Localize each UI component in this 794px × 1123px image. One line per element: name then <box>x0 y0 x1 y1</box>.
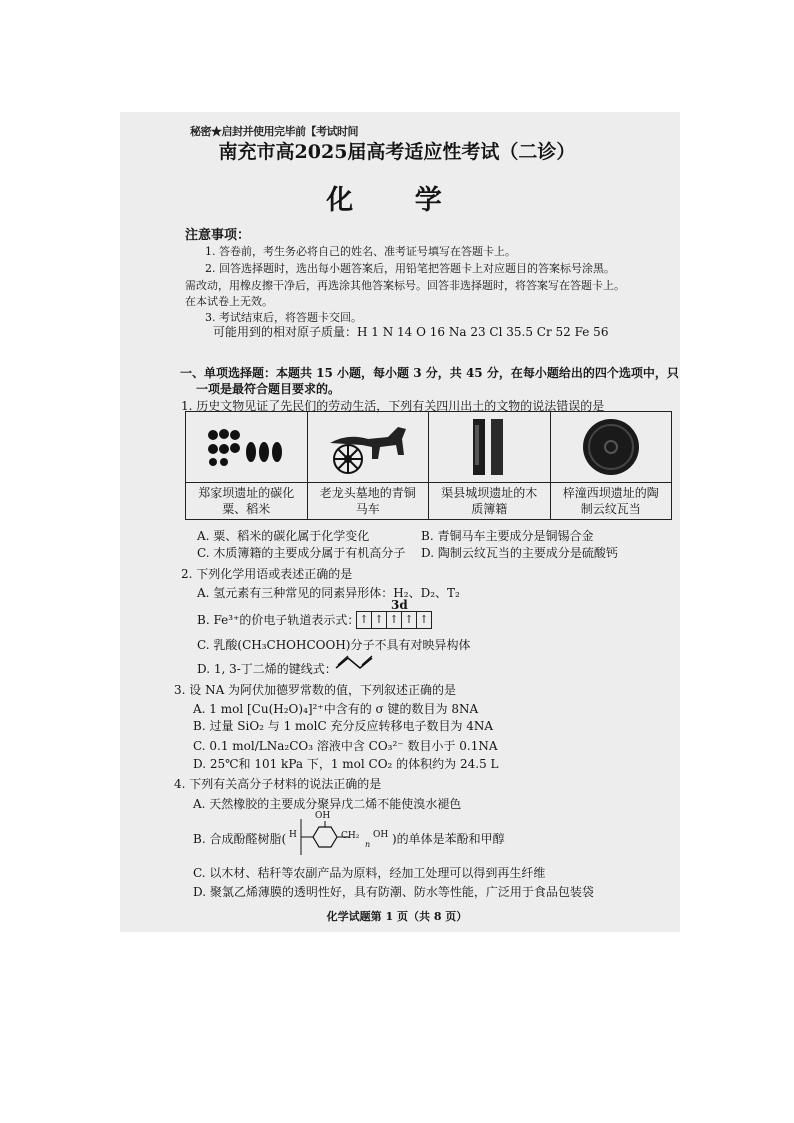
notice-heading: 注意事项： <box>185 228 251 243</box>
carbonized-grain-image <box>186 412 307 483</box>
q1-artifact-table <box>185 411 672 520</box>
q1-cap-4b: 制云纹瓦当 <box>580 502 641 516</box>
notice-item-3: 3. 考试结束后，将答题卡交回。 <box>205 311 362 324</box>
notice-item-2b: 需改动，用橡皮擦干净后，再选涂其他答案标号。回答非选择题时，将答案写在答题卡上。 <box>185 279 625 292</box>
q1-cap-2b: 马车 <box>355 502 380 516</box>
q2-option-c: C. 乳酸(CH₃CHOHCOOH)分子不具有对映异构体 <box>197 638 471 652</box>
atomic-mass-line: 可能用到的相对原子质量：H 1 N 14 O 16 Na 23 Cl 35.5 Cr 52 Fe 56 <box>213 325 609 339</box>
q1-stem: 1. 历史文物见证了先民们的劳动生活，下列有关四川出土的文物的说法错误的是 <box>181 399 605 413</box>
orbital-box-1: ↑ <box>357 612 372 628</box>
bronze-chariot-image <box>308 412 429 483</box>
q1-cell-grains <box>186 412 308 519</box>
q1-cell-slips <box>429 412 551 519</box>
q1-cell-chariot <box>308 412 430 519</box>
q1-cap-3b: 质簿籍 <box>471 502 508 516</box>
orbital-diagram <box>356 611 432 629</box>
q2-stem: 2. 下列化学用语或表述正确的是 <box>181 567 353 581</box>
resin-end-oh-label: OH <box>373 830 389 840</box>
q1-cap-4a: 梓潼西坝遗址的陶 <box>562 486 659 500</box>
q3-option-c: C. 0.1 mol/LNa₂CO₃ 溶液中含 CO₃²⁻ 数目小于 0.1NA <box>193 739 498 753</box>
notice-item-2a: 2. 回答选择题时，选出每小题答案后，用铅笔把答题卡上对应题目的答案标号涂黑。 <box>205 262 615 275</box>
orbital-box-4: ↑ <box>402 612 417 628</box>
q3-option-a: A. 1 mol [Cu(H₂O)₄]²⁺中含有的 σ 键的数目为 8NA <box>193 702 479 716</box>
q1-option-d: D. 陶制云纹瓦当的主要成分是硫酸钙 <box>421 546 618 560</box>
cloud-pattern-tile-image <box>551 412 672 483</box>
butadiene-skeletal-formula <box>334 654 384 670</box>
q4-option-c: C. 以木材、秸秆等农副产品为原料，经加工处理可以得到再生纤维 <box>193 866 546 880</box>
q4-stem: 4. 下列有关高分子材料的说法正确的是 <box>174 777 382 791</box>
q1-cap-2a: 老龙头墓地的青铜 <box>319 486 416 500</box>
q3-option-d: D. 25℃和 101 kPa 下，1 mol CO₂ 的体积约为 24.5 L <box>193 757 499 771</box>
section1-line2: 一项是最符合题目要求的。 <box>196 382 341 396</box>
q3-option-b: B. 过量 SiO₂ 与 1 molC 充分反应转移电子数目为 4NA <box>193 719 494 733</box>
confidential-note: 秘密★启封并使用完毕前【考试时间 <box>190 125 358 138</box>
resin-h-label: H <box>289 830 297 840</box>
q1-cap-1b: 粟、稻米 <box>222 502 271 516</box>
q4-option-b-prefix: B. 合成酚醛树脂( <box>193 832 287 846</box>
resin-ch2-label: CH₂ <box>341 831 360 841</box>
q4-option-a: A. 天然橡胶的主要成分聚异戊二烯不能使溴水褪色 <box>193 797 462 811</box>
orbital-box-2: ↑ <box>372 612 387 628</box>
q2-option-a: A. 氢元素有三种常见的同素异形体：H₂、D₂、T₂ <box>197 586 460 600</box>
exam-title: 南充市高2025届高考适应性考试（二诊） <box>218 141 576 163</box>
q2-option-b: B. Fe³⁺的价电子轨道表示式： <box>197 613 360 627</box>
wooden-slip-image <box>429 412 550 483</box>
q1-cap-1a: 郑家坝遗址的碳化 <box>198 486 295 500</box>
subject-title: 化 学 <box>326 185 468 216</box>
notice-item-1: 1. 答卷前，考生务必将自己的姓名、准考证号填写在答题卡上。 <box>205 245 516 258</box>
q1-option-a: A. 粟、稻米的碳化属于化学变化 <box>197 529 370 543</box>
orbital-box-3: ↑ <box>387 612 402 628</box>
q2-option-d: D. 1, 3-丁二烯的键线式： <box>197 662 337 676</box>
q1-cell-tile <box>551 412 672 519</box>
q4-option-d: D. 聚氯乙烯薄膜的透明性好，具有防潮、防水等性能，广泛用于食品包装袋 <box>193 885 594 899</box>
section1-line1: 一、单项选择题：本题共 15 小题，每小题 3 分，共 45 分，在每小题给出的四个选项中，只 <box>180 366 679 380</box>
page-footer: 化学试题第 1 页（共 8 页） <box>326 910 468 923</box>
orbital-label: 3d <box>391 598 408 612</box>
resin-oh-label: OH <box>315 811 331 821</box>
notice-item-2c: 在本试卷上无效。 <box>185 295 273 308</box>
q3-stem: 3. 设 NA 为阿伏加德罗常数的值，下列叙述正确的是 <box>174 683 457 697</box>
q4-option-b-suffix: )的单体是苯酚和甲醇 <box>392 832 505 846</box>
resin-n-label: n <box>365 840 371 849</box>
q1-option-b: B. 青铜马车主要成分是铜锡合金 <box>421 529 594 543</box>
q1-option-c: C. 木质簿籍的主要成分属于有机高分子 <box>197 546 406 560</box>
orbital-box-5: ↑ <box>419 613 429 626</box>
phenolic-resin-structure <box>289 811 389 857</box>
q1-cap-3a: 渠县城坝遗址的木 <box>441 486 538 500</box>
